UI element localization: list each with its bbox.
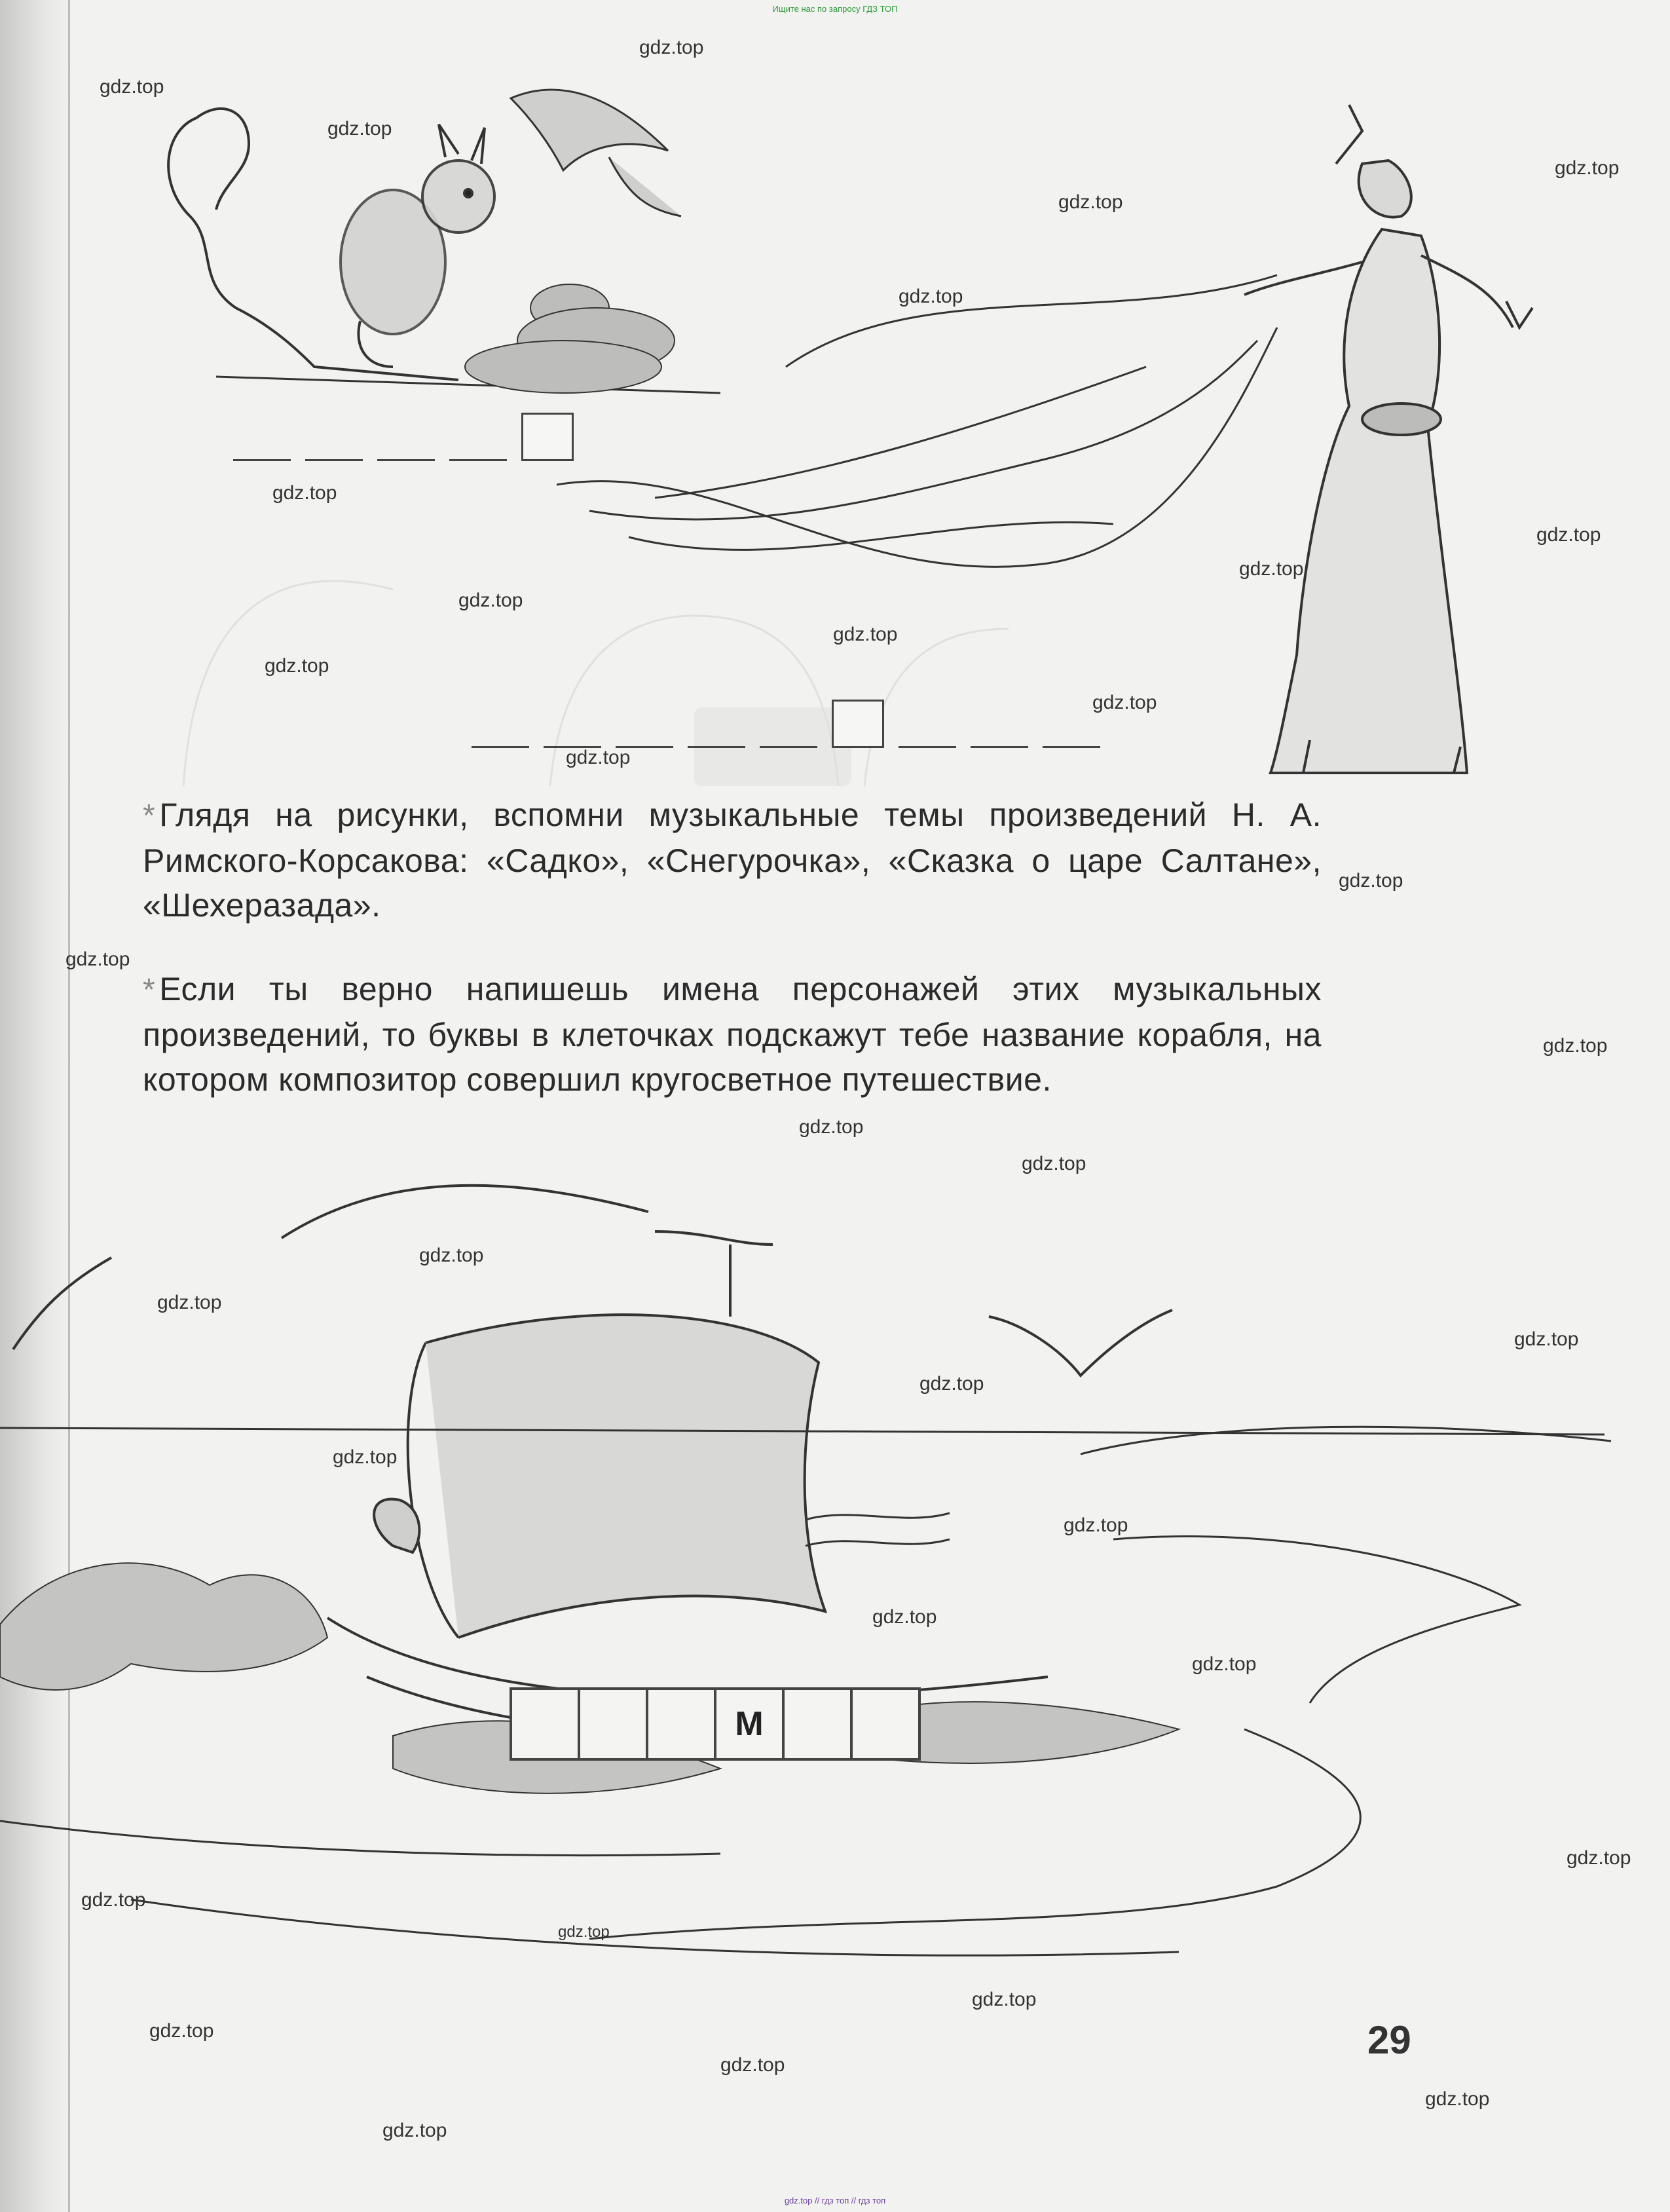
watermark: gdz.top (1239, 558, 1304, 580)
watermark: gdz.top (919, 1373, 984, 1395)
letter-blank[interactable] (377, 459, 435, 461)
watermark: gdz.top (1092, 692, 1157, 713)
watermark: gdz.top (458, 590, 523, 611)
watermark: gdz.top (382, 2120, 447, 2141)
ship-illustration (282, 1186, 1113, 1738)
watermark: gdz.top (639, 37, 704, 58)
footer-link[interactable]: gdz.top // гдз топ // гдз топ (784, 2196, 886, 2205)
watermark: gdz.top (100, 76, 164, 98)
watermark: gdz.top (333, 1446, 398, 1468)
watermark: gdz.top (1064, 1514, 1128, 1536)
watermark: gdz.top (1339, 870, 1403, 891)
watermark: gdz.top (872, 1606, 937, 1628)
watermark: gdz.top (1514, 1328, 1579, 1350)
letter-blank[interactable] (971, 746, 1028, 748)
letter-box[interactable] (521, 413, 574, 461)
star-bullet-icon: * (143, 973, 156, 1007)
ship-letter-cell[interactable] (578, 1687, 648, 1761)
letter-blank[interactable] (472, 746, 529, 748)
ship-letter-cell[interactable] (782, 1687, 853, 1761)
letter-blank[interactable] (233, 459, 291, 461)
bird-illustration (511, 90, 681, 216)
watermark: gdz.top (149, 2020, 214, 2042)
ship-letter-cell[interactable] (646, 1687, 716, 1761)
ship-name-cells[interactable] (512, 1687, 921, 1761)
watermark: gdz.top (65, 948, 130, 970)
letter-blank[interactable] (688, 746, 745, 748)
watermark: gdz.top (419, 1245, 484, 1266)
watermark: gdz.top (1543, 1035, 1608, 1057)
letter-blank[interactable] (305, 459, 363, 461)
watermark: gdz.top (833, 624, 898, 645)
watermark: gdz.top (566, 747, 631, 768)
ship-letter-cell[interactable]: М (714, 1687, 785, 1761)
watermark: gdz.top (799, 1116, 864, 1138)
watermark: gdz.top (157, 1292, 222, 1313)
watermark: gdz.top (720, 2054, 785, 2076)
letter-blank[interactable] (1043, 746, 1100, 748)
header-link[interactable]: Ищите нас по запросу ГДЗ ТОП (772, 4, 898, 14)
instruction-text: Глядя на рисунки, вспомни музыкальные темы произведений Н. А. Римского-Корсакова: «Садко», «Снегурочка», «Сказка о царе Салтане», «Шехеразада». (143, 797, 1322, 924)
dancer-illustration (1244, 105, 1532, 773)
watermark: gdz.top (1567, 1847, 1631, 1869)
watermark: gdz.top (1555, 157, 1620, 179)
nut-pile-illustration (465, 284, 675, 393)
watermark: gdz.top (558, 1923, 610, 1941)
watermark: gdz.top (1192, 1653, 1257, 1675)
watermark: gdz.top (899, 286, 963, 307)
page-number: 29 (1367, 2018, 1411, 2062)
ship-letter-cell[interactable] (850, 1687, 921, 1761)
letter-blank[interactable] (899, 746, 956, 748)
answer-blank-2[interactable] (472, 700, 1100, 748)
watermark: gdz.top (1425, 2088, 1490, 2110)
scarf-strokes-illustration (557, 275, 1277, 567)
watermark: gdz.top (972, 1989, 1037, 2010)
watermark: gdz.top (1022, 1153, 1086, 1174)
letter-box[interactable] (832, 700, 884, 748)
watermark: gdz.top (1058, 191, 1123, 213)
answer-blank-1[interactable] (233, 413, 574, 461)
star-bullet-icon: * (143, 798, 156, 833)
ship-letter-cell[interactable] (510, 1687, 580, 1761)
watermark: gdz.top (81, 1889, 146, 1911)
letter-blank[interactable] (449, 459, 507, 461)
instruction-paragraph-2 (143, 967, 1322, 1102)
watermark: gdz.top (1536, 524, 1601, 546)
watermark: gdz.top (327, 118, 392, 140)
watermark: gdz.top (272, 482, 337, 504)
instruction-text: Если ты верно напишешь имена персонажей этих музыкальных произведений, то буквы в клеточках подскажут тебе название корабля, на котором композитор совершил кругосветное путешествие. (143, 971, 1322, 1098)
watermark: gdz.top (265, 655, 329, 677)
letter-blank[interactable] (760, 746, 817, 748)
instruction-paragraph-1 (143, 793, 1322, 928)
